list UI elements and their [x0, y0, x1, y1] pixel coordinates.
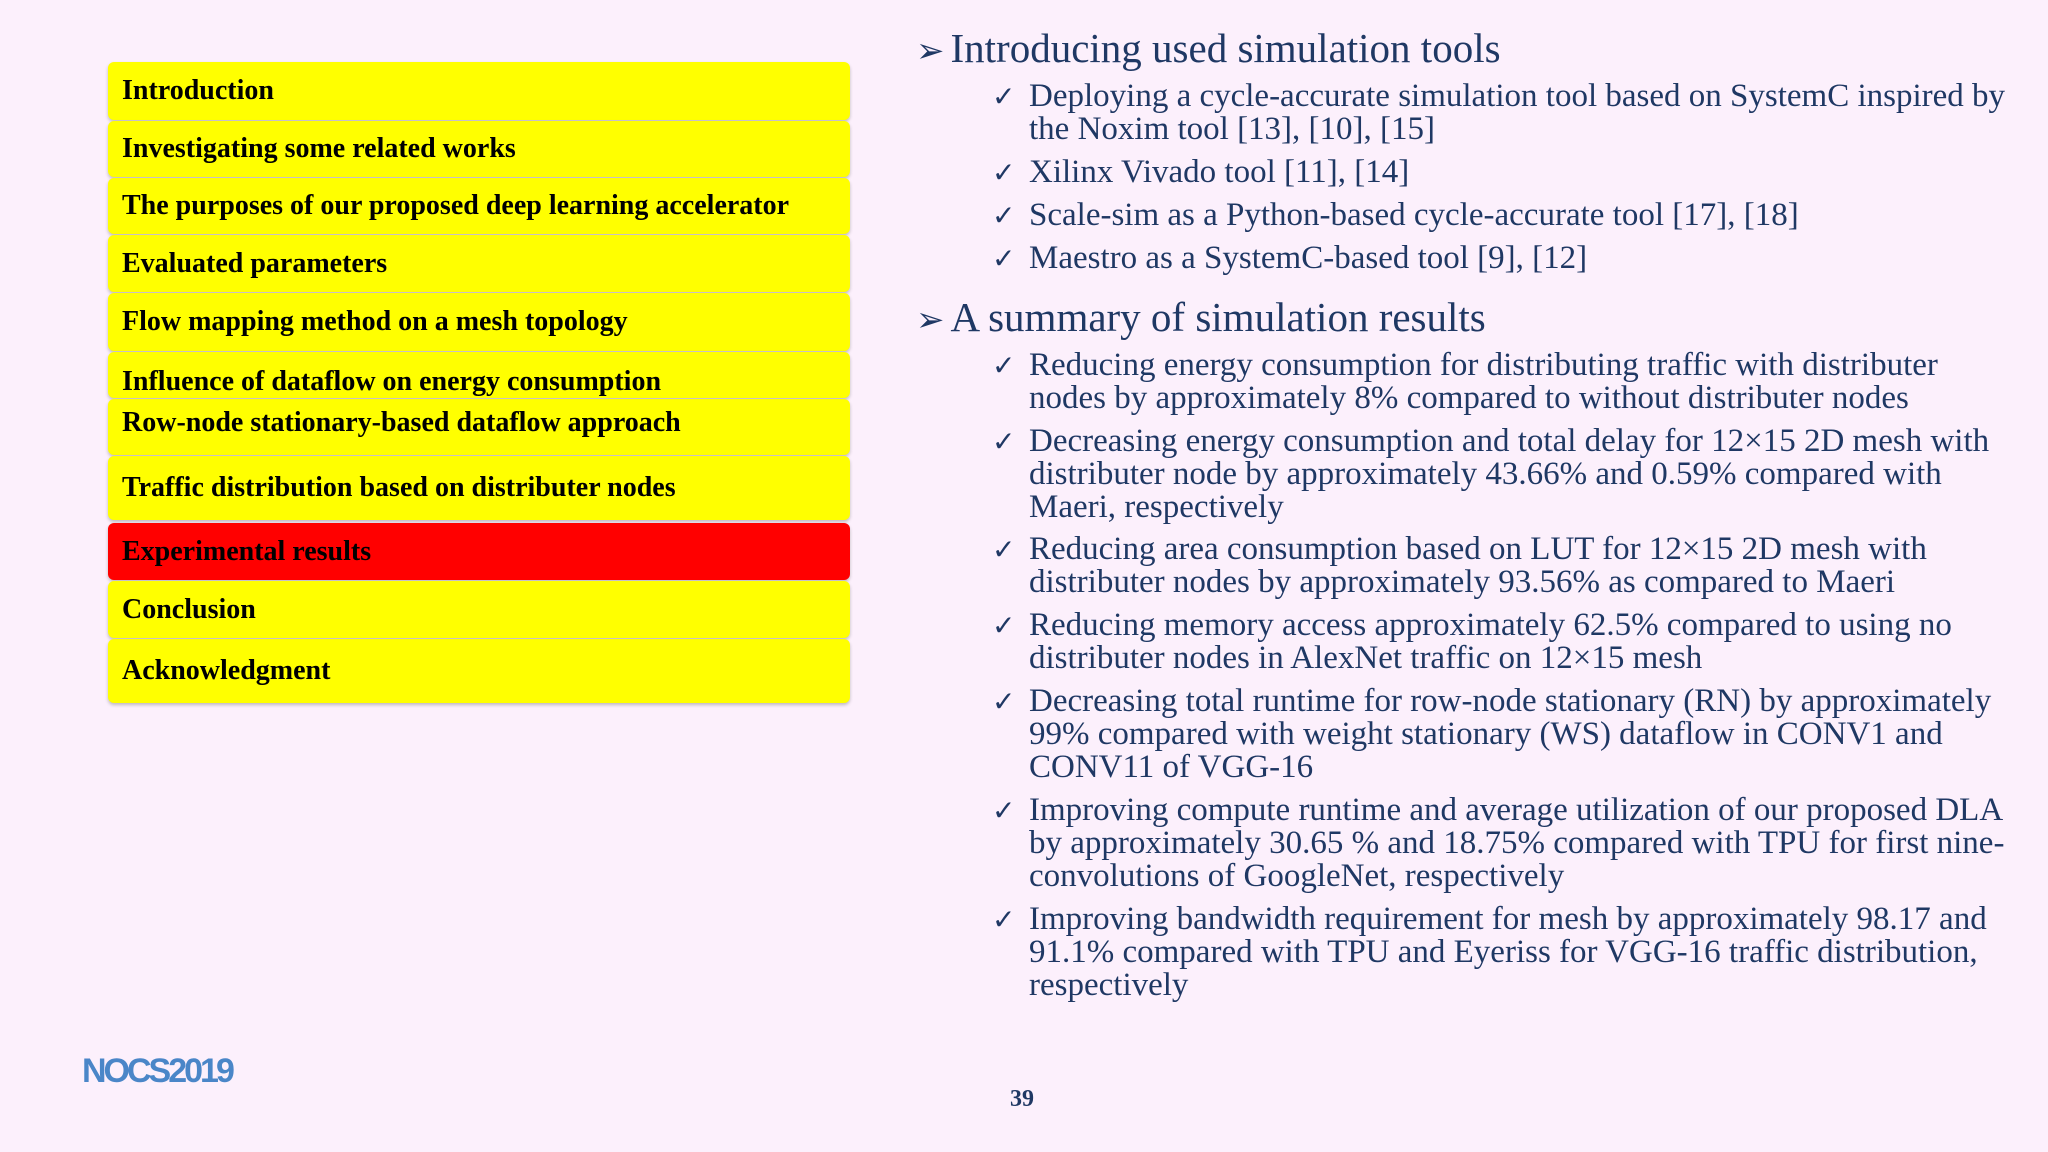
check-icon: ✓: [992, 903, 1016, 936]
list-item: [992, 156, 2022, 189]
list-item-text: Xilinx Vivado tool [11], [14]: [1029, 154, 1410, 190]
list-item: [992, 349, 2022, 415]
section-heading-simulation-results: [916, 293, 2036, 341]
check-icon: ✓: [992, 533, 1016, 566]
agenda-item-related-works: Investigating some related works: [108, 121, 850, 177]
list-item: [992, 685, 2022, 784]
arrow-bullet-icon: ➢: [916, 33, 945, 70]
list-item: [992, 794, 2022, 893]
list-item: [992, 425, 2022, 524]
check-icon: ✓: [992, 425, 1016, 458]
list-item-text: Improving bandwidth requirement for mesh by approximately 98.17 and 91.1% compared with TPU and Eyeriss for VGG-16 traffic distribution, respectively: [1029, 901, 1987, 1003]
page-number: 39: [1010, 1086, 1034, 1112]
agenda-item-purposes: The purposes of our proposed deep learning accelerator: [108, 178, 850, 234]
list-item-text: Maestro as a SystemC-based tool [9], [12]: [1029, 240, 1588, 276]
list-item: [992, 80, 2022, 146]
agenda-item-experimental-results: Experimental results: [108, 523, 850, 580]
list-item-text: Reducing memory access approximately 62.5% compared to using no distributer nodes in AlexNet traffic on 12×15 mesh: [1029, 607, 1952, 676]
list-item-text: Decreasing energy consumption and total delay for 12×15 2D mesh with distributer node by approximately 43.66% and 0.59% compared with Maeri, respectively: [1029, 423, 1990, 525]
check-icon: ✓: [992, 242, 1016, 275]
check-icon: ✓: [992, 80, 1016, 113]
check-icon: ✓: [992, 685, 1016, 718]
list-item-text: Decreasing total runtime for row-node stationary (RN) by approximately 99% compared with weight stationary (WS) dataflow in CONV1 and CONV11 of VGG-16: [1029, 683, 1992, 785]
agenda-item-conclusion: Conclusion: [108, 581, 850, 638]
list-item: [992, 609, 2022, 675]
check-icon: ✓: [992, 199, 1016, 232]
list-item-text: Improving compute runtime and average utilization of our proposed DLA by approximately 30.65 % and 18.75% compared with TPU for first nine-convolutions of GoogleNet, respectively: [1029, 792, 2005, 894]
section-heading-text: Introducing used simulation tools: [950, 25, 1501, 71]
nocs2019-logo: NOCS2019: [82, 1052, 232, 1090]
check-icon: ✓: [992, 156, 1016, 189]
agenda-item-introduction: Introduction: [108, 62, 850, 120]
agenda-item-row-node-dataflow: Row-node stationary-based dataflow approach: [108, 399, 850, 455]
agenda-item-dataflow-influence: Influence of dataflow on energy consumption: [108, 352, 850, 398]
section-heading-simulation-tools: [916, 24, 2036, 72]
list-item-text: Reducing area consumption based on LUT for 12×15 2D mesh with distributer nodes by approximately 93.56% as compared to Maeri: [1029, 531, 1927, 600]
list-item: [992, 242, 2022, 275]
agenda-item-evaluated-parameters: Evaluated parameters: [108, 235, 850, 292]
agenda-item-flow-mapping: Flow mapping method on a mesh topology: [108, 293, 850, 351]
arrow-bullet-icon: ➢: [916, 302, 945, 339]
agenda-item-acknowledgment: Acknowledgment: [108, 639, 850, 703]
list-item-text: Deploying a cycle-accurate simulation tool based on SystemC inspired by the Noxim tool [13], [10], [15]: [1029, 78, 2006, 147]
list-item: [992, 199, 2022, 232]
check-icon: ✓: [992, 349, 1016, 382]
agenda-item-traffic-distribution: Traffic distribution based on distributer nodes: [108, 456, 850, 520]
check-icon: ✓: [992, 794, 1016, 827]
list-item-text: Scale-sim as a Python-based cycle-accurate tool [17], [18]: [1029, 197, 1799, 233]
check-icon: ✓: [992, 609, 1016, 642]
list-item-text: Reducing energy consumption for distributing traffic with distributer nodes by approximately 8% compared to without distributer nodes: [1029, 347, 1938, 416]
list-item: [992, 903, 2022, 1002]
list-item: [992, 533, 2022, 599]
section-heading-text: A summary of simulation results: [950, 294, 1486, 340]
